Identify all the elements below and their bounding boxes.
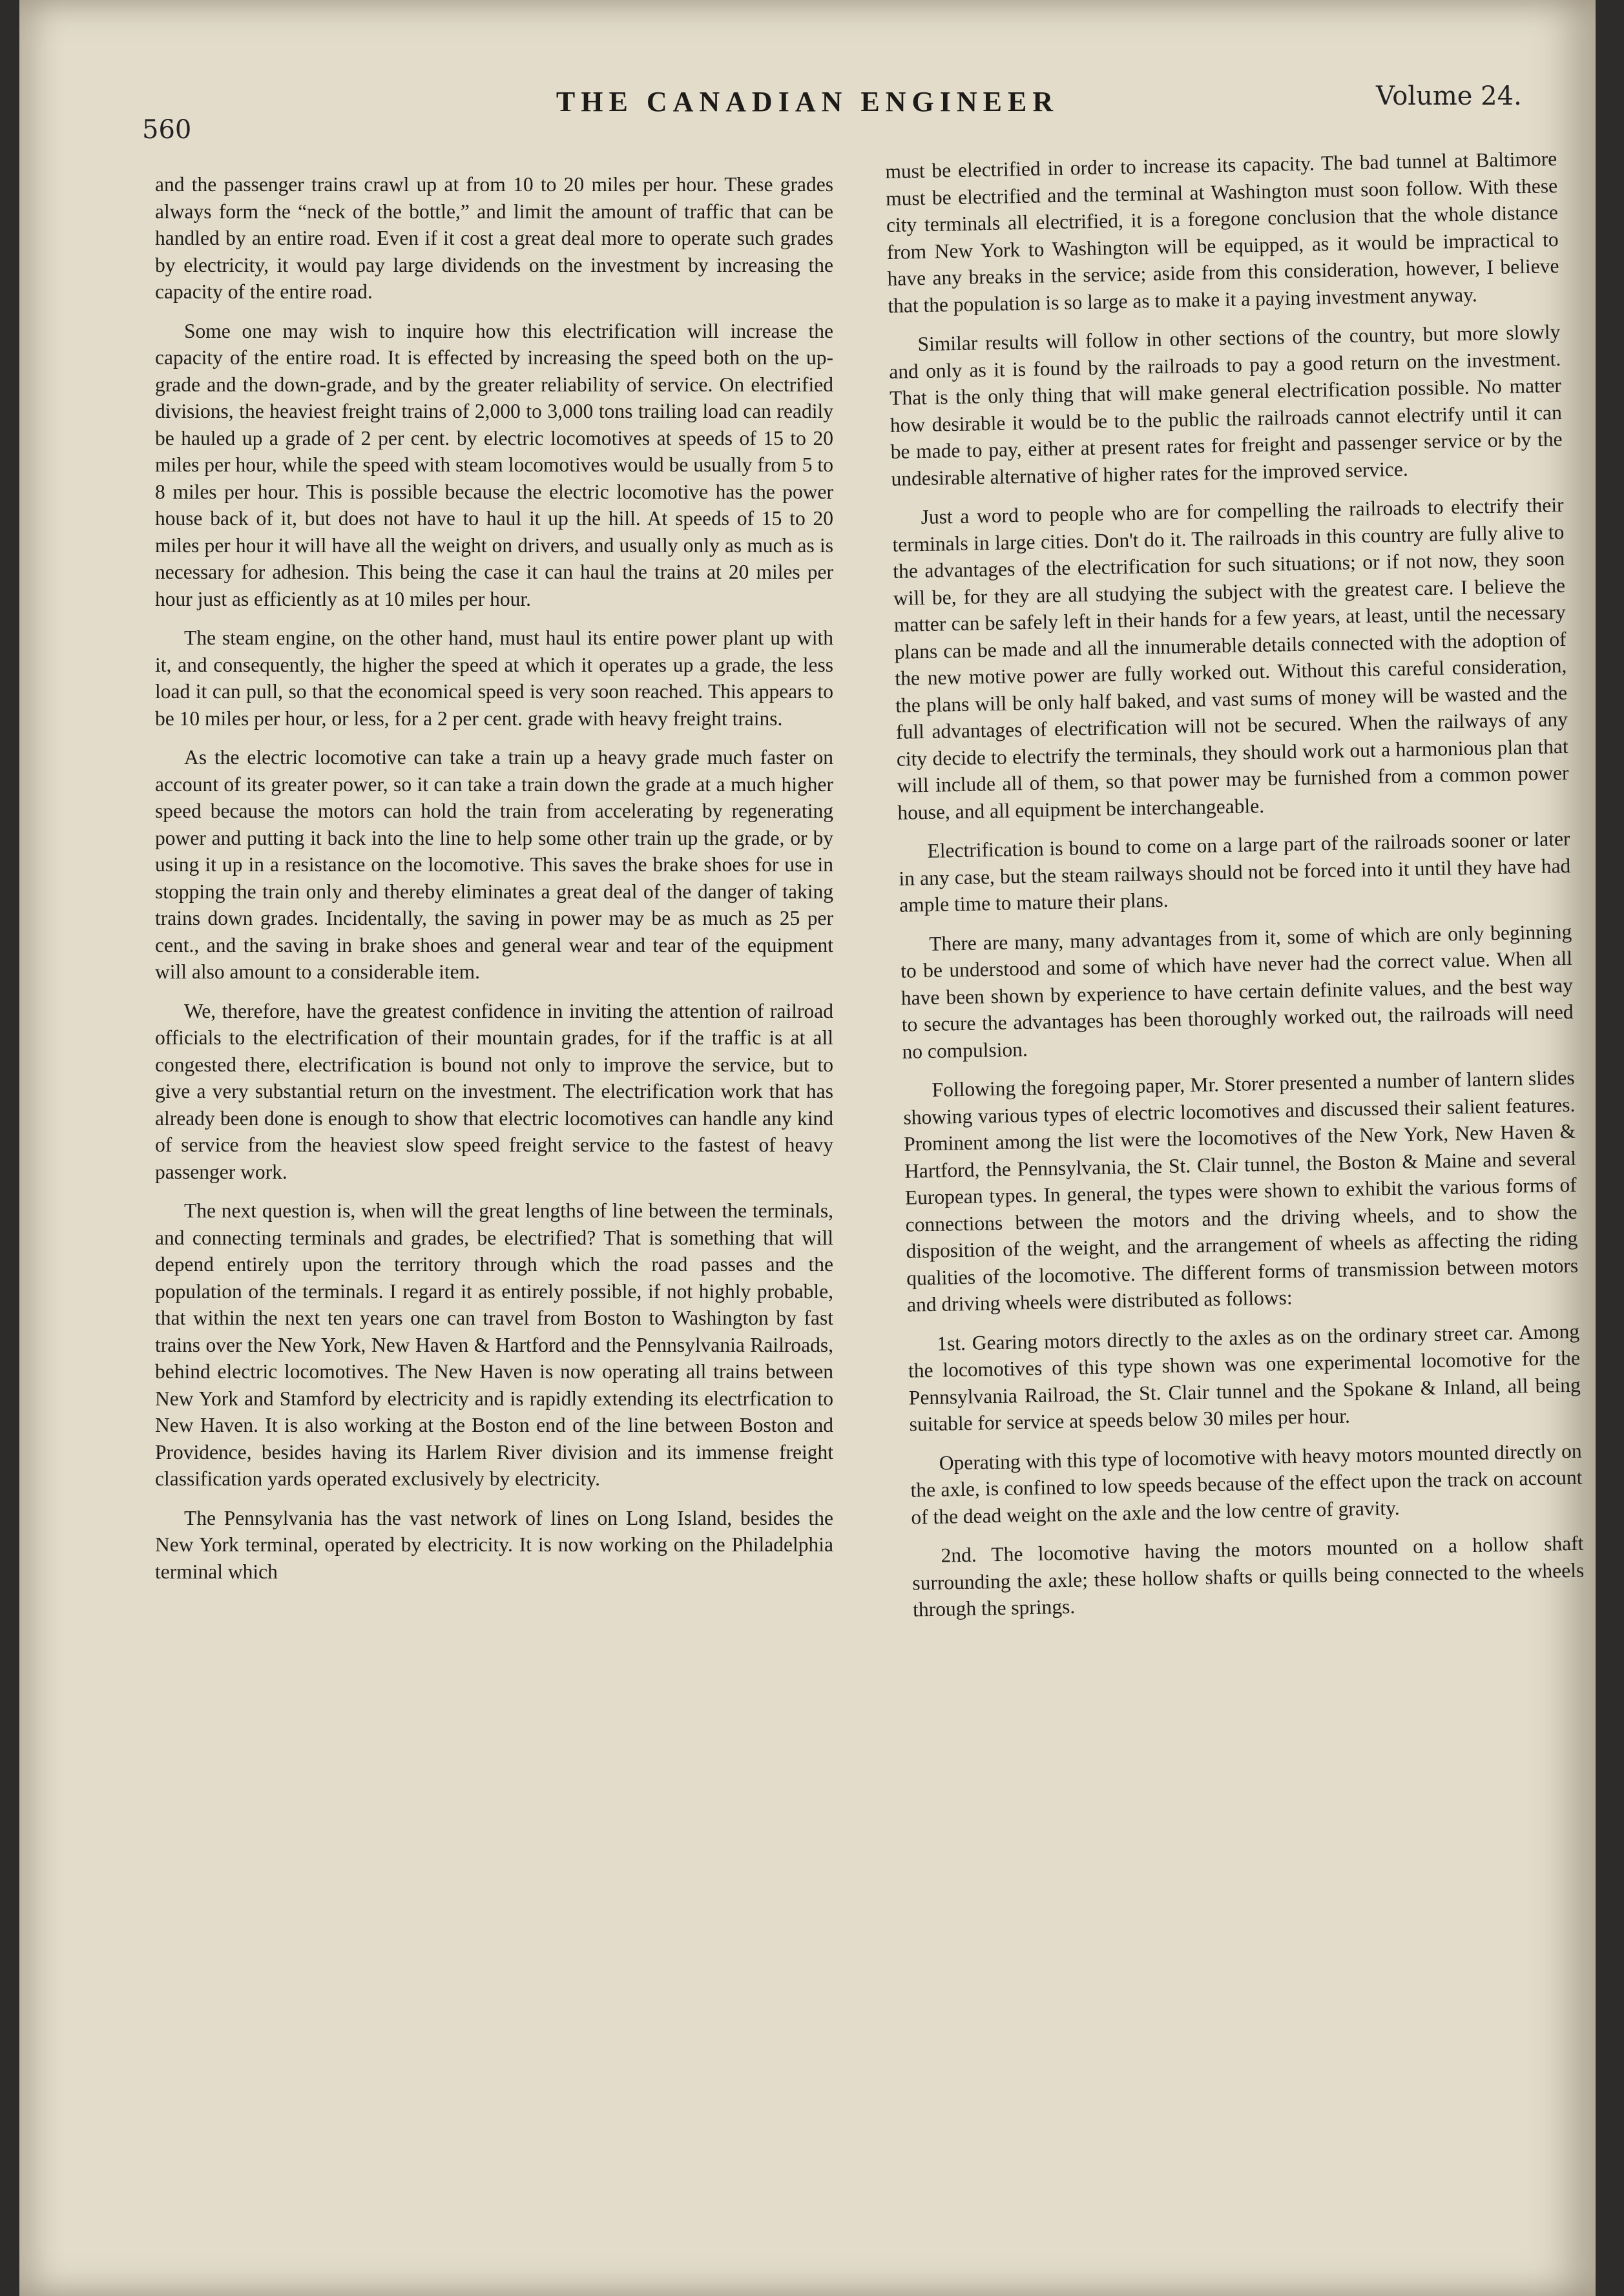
paragraph: The next question is, when will the great lengths of line between the terminals, and connecting terminals and grades, be electrified? That is something that will depend entirely upon the territory through which the road passes and the population of the terminals. I regard it as entirely possible, if not highly probable, that within the next ten years one can travel from Boston to Washington by fast trains over the New York, New Haven & Hartford and the Pennsylvania Railroads, behind electric locomotives. The New Haven is now operating all trains between New York and Stamford by electricity and is rapidly extending its electrfication to New Haven. It is also working at the Boston end of the line between Boston and Providence, besides having its Harlem River division and its immense freight classification yards operated exclusively by electricity.	[155, 1199, 833, 1490]
paragraph: The Pennsylvania has the vast network of lines on Long Island, besides the New York terminal, operated by electricity. It is now working on the Philadelphia terminal which	[155, 1506, 833, 1583]
paragraph: As the electric locomotive can take a train up a heavy grade much faster on account of its greater power, so it can take a train down the grade at a much higher speed because the motors can hold the train from accelerating by regenerating power and putting it back into the line to help some other train up the grade, or by using it up in a resistance on the locomotive. This saves the brake shoes for use in stopping the train only and thereby eliminates a great deal of the danger of taking trains down grades. Incidentally, the saving in power may be as much as 25 per cent., and the saving in brake shoes and general wear and tear of the equipment will also amount to a considerable item.	[155, 746, 833, 983]
page-header	[19, 78, 1596, 145]
journal-title: THE CANADIAN ENGINEER	[556, 86, 1059, 118]
paragraph: and the passenger trains crawl up at from 10 to 20 miles per hour. These grades always form the “neck of the bottle,” and limit the amount of traffic that can be handled by an entire road. Even if it cost a great deal more to operate such grades by electricity, it would pay large dividends on the investment by increasing the capacity of the entire road.	[155, 173, 833, 303]
paragraph: Some one may wish to inquire how this electrification will increase the capacity of the entire road. It is effected by increasing the speed both on the up-grade and the down-grade, and by the greater reliability of service. On electrified divisions, the heaviest freight trains of 2,000 to 3,000 tons trailing load can readily be hauled up a grade of 2 per cent. by electric locomotives at speeds of 15 to 20 miles per hour, while the speed with steam locomotives would be usually from 5 to 8 miles per hour. This is possible because the electric locomotive has the power house back of it, but does not have to haul it up the hill. At speeds of 15 to 20 miles per hour it will have all the weight on drivers, and usually only as much as is necessary for adhesion. This being the case it can haul the trains at 20 miles per hour just as efficiently as at 10 miles per hour.	[155, 319, 833, 610]
paragraph: There are many, many advantages from it, some of which are only beginning to be understood and some of which have never had the correct value. When all have been shown by experience to have certain definite values, and the best way to secure the advantages has been thoroughly worked out, the railroads will need no compulsion.	[900, 920, 1574, 1063]
right-column	[885, 145, 1585, 1635]
paragraph: The steam engine, on the other hand, must haul its entire power plant up with it, and consequently, the higher the speed at which it operates up a grade, the less load it can pull, so that the economical speed is very soon reached. This appears to be 10 miles per hour, or less, for a 2 per cent. grade with heavy freight trains.	[155, 626, 833, 730]
paragraph: must be electrified in order to increase its capacity. The bad tunnel at Baltimore must be electrified and the terminal at Washington must soon follow. With these city terminals all electrified, it is a foregone conclusion that the whole distance from New York to Washington will be equipped, as it would be impractical to have any breaks in the service; aside from this consideration, however, I believe that the population is so large as to make it a paying investment anyway.	[885, 147, 1559, 317]
journal-page	[19, 0, 1596, 2296]
volume-label: Volume 24.	[1376, 81, 1522, 111]
paragraph: Following the foregoing paper, Mr. Storer presented a number of lantern slides showing various types of electric locomotives and discussed their salient features. Prominent among the list were the locomotives of the New York, New Haven & Hartford, the Pennsylvania, the St. Clair tunnel, the Boston & Maine and several European types. In general, the types were shown to exhibit the various forms of connections between the motors and the driving wheels, and to show the disposition of the weight, and the arrangement of wheels as affecting the riding qualities of the locomotive. The different forms of transmission between motors and driving wheels were distributed as follows:	[903, 1066, 1579, 1316]
paragraph: We, therefore, have the greatest confidence in inviting the attention of railroad officials to the electrification of their mountain grades, for if the traffic is at all congested there, electrification is bound not only to improve the service, but to give a very substantial return on the investment. The electrification work that has already been done is enough to show that electric locomotives can handle any kind of service from the heaviest slow speed freight service to the fastest of heavy passenger work.	[155, 999, 833, 1183]
paragraph: Just a word to people who are for compelling the railroads to electrify their terminals in large cities. Don't do it. The railroads in this country are fully alive to the advantages of the electrification for such situations; or if not now, they soon will be, for they are all studying the subject with the greatest care. I believe the matter can be safely left in their hands for a few years, at least, until the necessary plans can be made and all the innumerable details connected with the adoption of the new motive power are fully worked out. Without this careful consideration, the plans will be only half baked, and vast sums of money will be wasted and the full advantages of electrification will not be secured. When the railways of any city decide to electrify the terminals, they should work out a harmonious plan that will include all of them, so that power may be furnished from a common power house, and all equipment be interchangeable.	[892, 493, 1569, 824]
paragraph: 1st. Gearing motors directly to the axles as on the ordinary street car. Among the locomotives of this type shown was one experimental locomotive for the Pennsylvania Railroad, the St. Clair tunnel and the Spokane & Inland, all being suitable for service at speeds below 30 miles per hour.	[908, 1319, 1581, 1436]
left-column	[155, 171, 833, 1597]
page-number: 560	[142, 115, 192, 145]
paragraph: Similar results will follow in other sections of the country, but more slowly and only as it is found by the railroads to pay a good return on the investment. That is the only thing that will make general electrification possible. No matter how desirable it would be to the public the railroads cannot electrify until it can be made to pay, either at present rates for freight and passenger service or by the undesirable alternative of higher rates for the improved service.	[888, 320, 1563, 490]
paragraph: Electrification is bound to come on a large part of the railroads sooner or later in any case, but the steam railways should not be forced into it until they have had ample time to mature their plans.	[899, 827, 1571, 916]
paragraph: Operating with this type of locomotive with heavy motors mounted directly on the axle, is confined to low speeds because of the effect upon the track on account of the dead weight on the axle and the low centre of gravity.	[910, 1439, 1583, 1529]
paragraph: 2nd. The locomotive having the motors mounted on a hollow shaft surrounding the axle; these hollow shafts or quills being connected to the wheels through the springs.	[912, 1531, 1585, 1621]
